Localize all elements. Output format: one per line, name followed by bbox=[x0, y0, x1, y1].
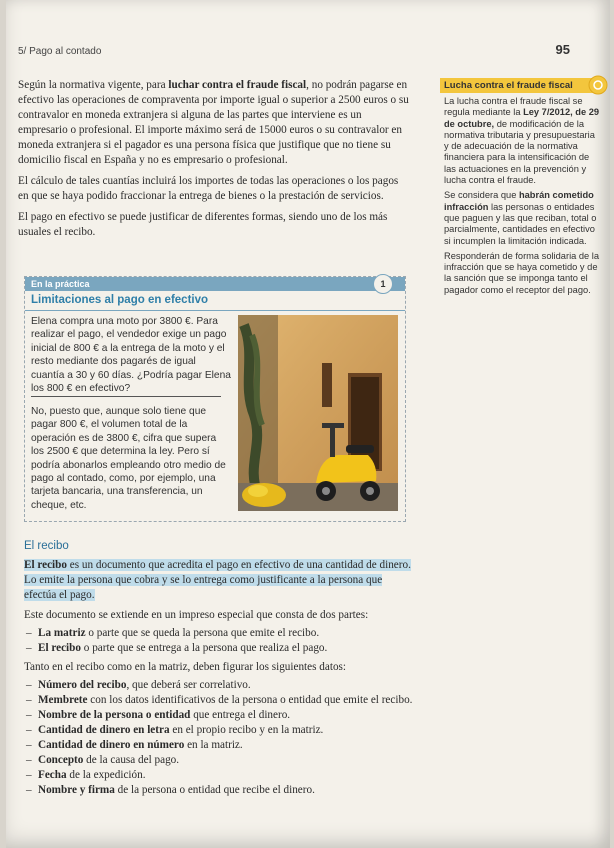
sidebar-title: Lucha contra el fraude fiscal bbox=[444, 80, 573, 91]
recibo-details bbox=[24, 608, 416, 802]
list-item: – Membrete con los datos identificativos de la persona o entidad que emite el recibo. bbox=[38, 693, 416, 708]
list-item: – Nombre de la persona o entidad que entrega el dinero. bbox=[38, 708, 416, 723]
list-item: – Nombre y firma de la persona o entidad que recibe el dinero. bbox=[38, 783, 416, 798]
scooter-photo bbox=[238, 315, 398, 511]
intro-paragraph-3: El pago en efectivo se puede justificar de diferentes formas, siendo uno de los más usuales el recibo. bbox=[18, 211, 388, 238]
data-list bbox=[24, 678, 416, 798]
scooter-illustration bbox=[238, 315, 398, 511]
list-item: – Número del recibo, que deberá ser correlativo. bbox=[38, 678, 416, 693]
list-item: – Fecha de la expedición. bbox=[38, 768, 416, 783]
parts-list bbox=[24, 626, 416, 656]
intro-text bbox=[18, 78, 410, 246]
practice-answer: No, puesto que, aunque solo tiene que pagar 800 €, el volumen total de la operación es de 3800 €, cifra que supera los 2500 € que determina la ley. Pero sí podría abonarlos empleando otro medio de pago al contado, como, por ejemplo, una tarjeta bancaria, una transferencia, un cheque, etc. bbox=[31, 406, 226, 511]
list-item: – Cantidad de dinero en letra en el propio recibo y en la matriz. bbox=[38, 723, 416, 738]
page-number: 95 bbox=[555, 42, 570, 57]
practice-divider bbox=[31, 396, 221, 397]
intro-paragraph-2: El cálculo de tales cuantías incluirá los importes de todas las operaciones o los pagos en que se haya podido fraccionar la entrega de bienes o la prestación de servicios. bbox=[18, 175, 399, 202]
list-item: – El recibo o parte que se entrega a la persona que realiza el pago. bbox=[38, 641, 416, 656]
list-item: – La matriz o parte que se queda la persona que emite el recibo. bbox=[38, 626, 416, 641]
practice-number-badge: 1 bbox=[373, 274, 393, 294]
practice-title: Limitaciones al pago en efectivo bbox=[25, 291, 405, 311]
book-page bbox=[6, 0, 610, 848]
sun-icon bbox=[588, 75, 608, 95]
sidebar-paragraph-3: Responderán de forma solidaria de la infracción que se haya cometido y de la sanción que se imponga tanto el pagador como el receptor del pago. bbox=[444, 250, 600, 295]
running-head: 5/ Pago al contado bbox=[18, 46, 102, 57]
practice-box bbox=[24, 276, 406, 522]
sidebar-paragraph-1: La lucha contra el fraude fiscal se regula mediante la Ley 7/2012, de 29 de octubre, de modificación de la normativa tributaria y presupuestaria y de adecuación de la normativa financiera para la intensificación de las actuaciones en la prevención y lucha contra el fraude. bbox=[444, 96, 600, 186]
intro-paragraph-1: Según la normativa vigente, para luchar contra el fraude fiscal, no podrán pagarse en efectivo las operaciones de compraventa por importe igual o superior a 2500 euros o su contravalor en moneda extranjera si alguna de las partes que interviene es un empresario o profesional. El importe máximo será de 15000 euros o su contravalor en moneda extranjera si el pagador es una persona física que justifique que no tiene su domicilio fiscal en España y no es empresario o profesional. bbox=[18, 79, 409, 166]
sidebar-title-bar bbox=[440, 78, 602, 93]
practice-label-bar bbox=[25, 277, 405, 291]
recibo-definition: El recibo es un documento que acredita el pago en efectivo de una cantidad de dinero. Lo emite la persona que cobra y se lo entrega como justificante a la persona que efectúa el pago. bbox=[24, 559, 411, 601]
practice-label: En la práctica bbox=[31, 279, 90, 289]
list-item: – Concepto de la causa del pago. bbox=[38, 753, 416, 768]
list-item: – Cantidad de dinero en número en la matriz. bbox=[38, 738, 416, 753]
practice-question: Elena compra una moto por 3800 €. Para realizar el pago, el vendedor exige un pago inicial de 800 € a la entrega de la moto y el resto mediante dos pagarés de igual cuantía a 30 y 60 días. ¿Podría pagar Elena los 800 € en efectivo? bbox=[31, 316, 231, 395]
sidebar-note bbox=[440, 78, 602, 300]
sidebar-paragraph-2: Se considera que habrán cometido infracción las personas o entidades que paguen y las que reciban, total o parcialmente, cantidades en efectivo si incumplen la limitación indicada. bbox=[444, 190, 597, 246]
parts-intro: Este documento se extiende en un impreso especial que consta de dos partes: bbox=[24, 609, 369, 621]
section-title-recibo: El recibo bbox=[24, 540, 69, 552]
data-intro: Tanto en el recibo como en la matriz, deben figurar los siguientes datos: bbox=[24, 661, 346, 673]
